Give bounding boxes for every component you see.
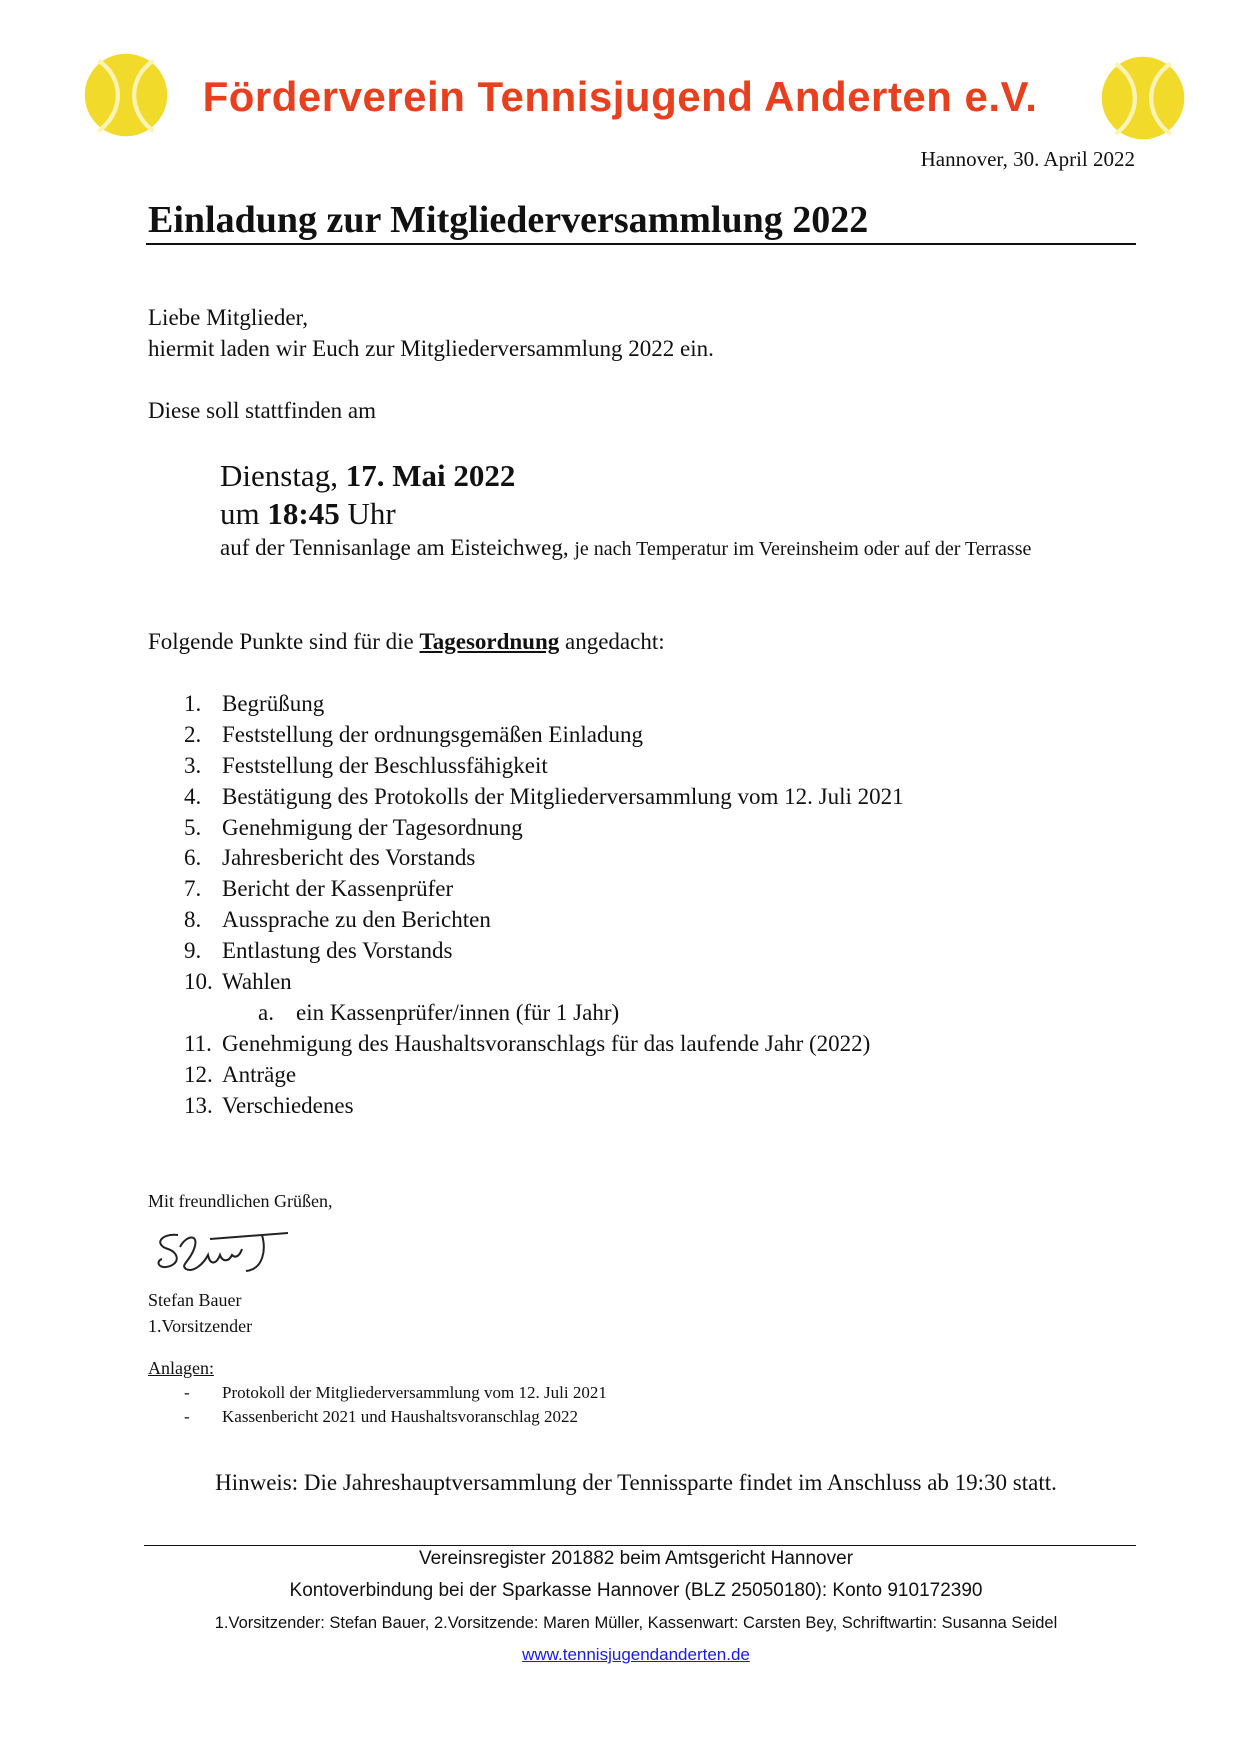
attachments-label: Anlagen:: [148, 1358, 214, 1378]
closing-greeting: Mit freundlichen Grüßen,: [148, 1191, 333, 1211]
meeting-venue: [220, 533, 1140, 564]
title-underline: [146, 243, 1136, 245]
letter-date: Hannover, 30. April 2022: [920, 147, 1135, 171]
page-title: Einladung zur Mitgliederversammlung 2022: [148, 199, 869, 241]
footer-board: 1.Vorsitzender: Stefan Bauer, 2.Vorsitzende: Maren Müller, Kassenwart: Carsten Bey, Schriftwartin: Susanna Seidel: [214, 1614, 1058, 1632]
meeting-date: [220, 457, 515, 495]
signature: [150, 1225, 290, 1285]
agenda-lead-keyword: Tagesordnung: [419, 629, 560, 654]
meeting-time-prefix: um: [220, 496, 268, 531]
signer-name: Stefan Bauer: [148, 1290, 242, 1310]
meeting-time: [220, 495, 396, 533]
salutation: Liebe Mitglieder,: [148, 305, 309, 330]
agenda-lead-prefix: Folgende Punkte sind für die: [148, 629, 420, 654]
footer-bank: Kontoverbindung bei der Sparkasse Hannover (BLZ 25050180): Konto 910172390: [289, 1580, 983, 1601]
meeting-day-prefix: Dienstag,: [220, 458, 346, 493]
meeting-day: 17. Mai 2022: [345, 458, 516, 493]
note: Hinweis: Die Jahreshauptversammlung der Tennissparte findet im Anschluss ab 19:30 statt.: [215, 1470, 1057, 1495]
venue-main: auf der Tennisanlage am Eisteichweg,: [220, 535, 575, 560]
agenda-lead-suffix: angedacht:: [559, 629, 665, 654]
footer-register: Vereinsregister 201882 beim Amtsgericht Hannover: [418, 1548, 854, 1569]
intro-text: hiermit laden wir Euch zur Mitgliederversammlung 2022 ein.: [148, 336, 714, 361]
organization-name: Förderverein Tennisjugend Anderten e.V.: [202, 73, 1038, 120]
venue-detail: je nach Temperatur im Vereinsheim oder auf der Terrasse: [574, 538, 1032, 560]
website-link[interactable]: www.tennisjugendanderten.de: [522, 1645, 750, 1664]
signer-role: 1.Vorsitzender: [148, 1316, 253, 1336]
footer-divider: [144, 1545, 1136, 1546]
footer-website: [0, 1645, 1240, 1665]
meeting-time-value: 18:45: [267, 496, 340, 531]
lead-text: Diese soll stattfinden am: [148, 398, 377, 423]
meeting-time-suffix: Uhr: [339, 496, 396, 531]
agenda-lead: [148, 626, 665, 657]
